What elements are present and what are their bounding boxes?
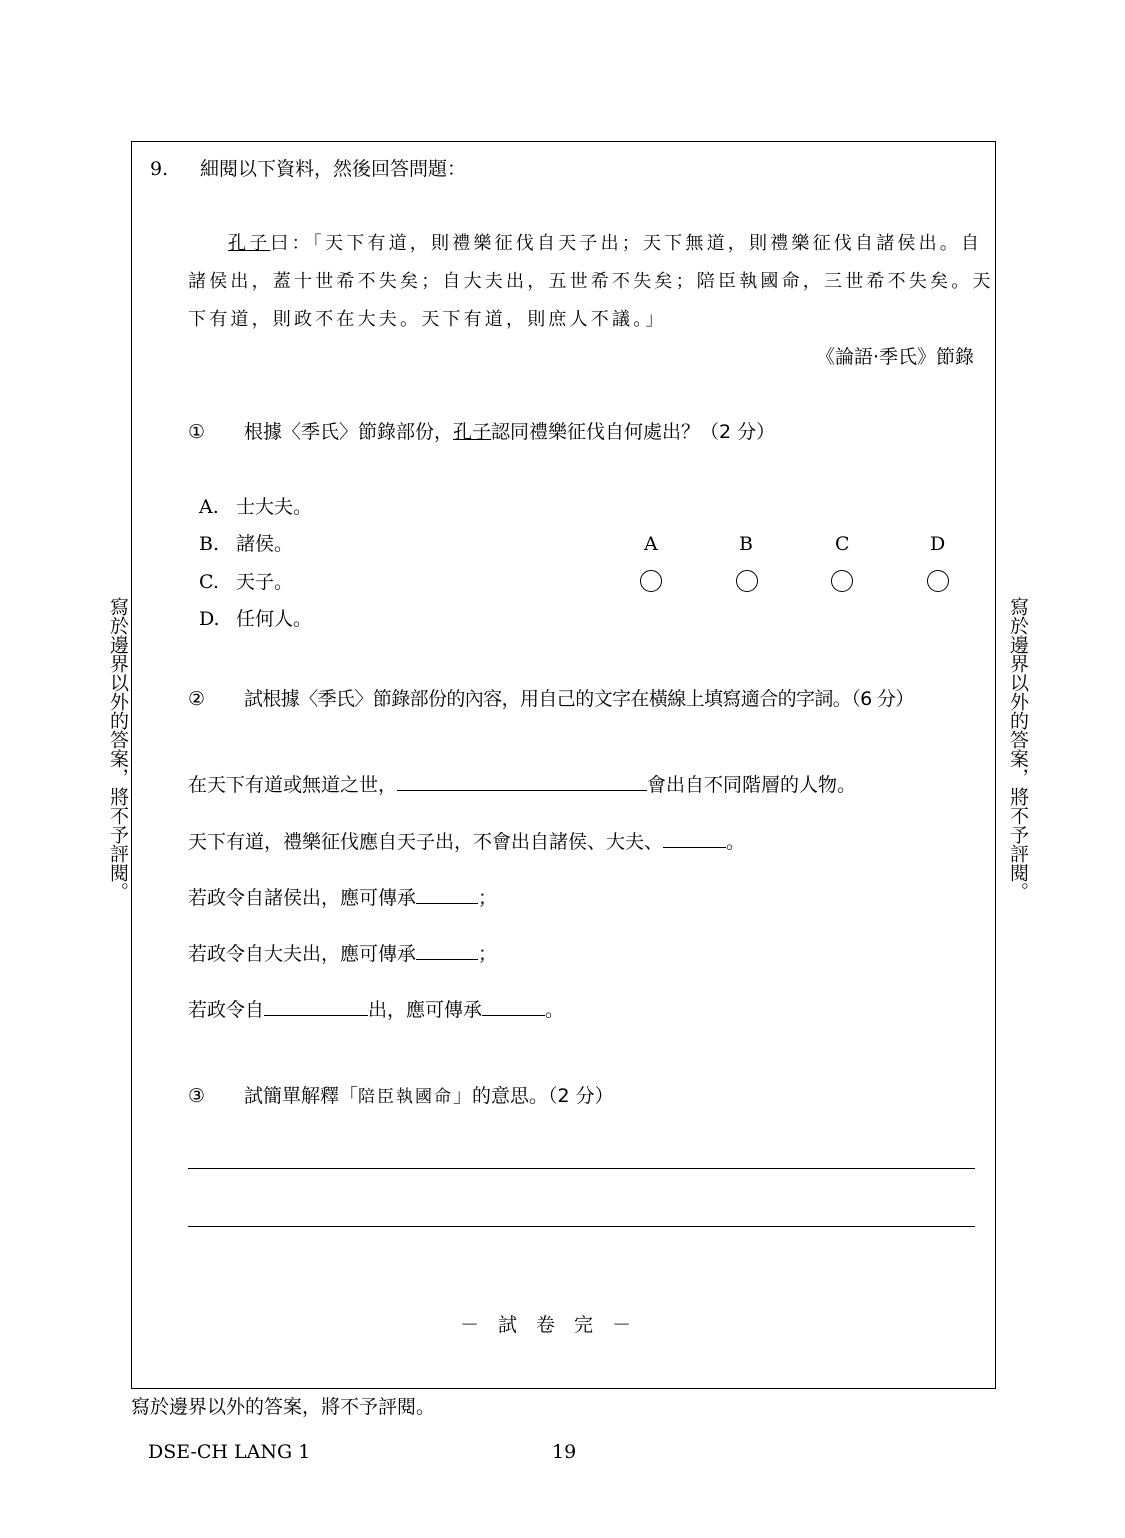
blank-field[interactable]	[663, 829, 726, 848]
answer-label-d: D	[930, 533, 946, 555]
blank-field[interactable]	[482, 997, 545, 1016]
answer-label-c: C	[835, 533, 850, 555]
margin-note-right: 寫於邊界以外的答案，將不予評閱。	[1007, 597, 1029, 901]
paper-code: DSE-CH LANG 1	[148, 1441, 311, 1463]
option-d-letter: D.	[199, 608, 220, 630]
q2-line-1: 在天下有道或無道之世， 會出自不同階層的人物。	[188, 774, 857, 796]
margin-note-bottom: 寫於邊界以外的答案，將不予評閱。	[131, 1396, 436, 1418]
passage-line-3: 下有道，則政不在大夫。天下有道，則庶人不議。」	[188, 309, 667, 330]
option-c-letter: C.	[199, 571, 219, 593]
passage-line-1	[228, 233, 982, 255]
q1-marker: ①	[188, 421, 206, 443]
q1-text: 根據〈季氏〉節錄部份，孔子認同禮樂征伐自何處出？（2 分）	[244, 421, 776, 443]
page-number: 19	[552, 1441, 577, 1463]
option-a-letter: A.	[199, 496, 219, 518]
answer-bubble-b[interactable]	[736, 570, 758, 592]
answer-bubble-d[interactable]	[927, 570, 949, 592]
option-a-text: 士大夫。	[236, 496, 313, 518]
option-c-text: 天子。	[236, 571, 294, 593]
option-d-text: 任何人。	[236, 608, 313, 630]
margin-note-left: 寫於邊界以外的答案，將不予評閱。	[107, 597, 129, 901]
q3-text: 試簡單解釋「陪臣執國命」的意思。（2 分）	[244, 1085, 614, 1107]
q3-marker: ③	[188, 1085, 206, 1107]
option-b-text: 諸侯。	[236, 533, 294, 555]
passage-speaker: 孔子	[228, 233, 271, 254]
option-b-letter: B.	[199, 533, 220, 555]
passage-source: 《論語‧季氏》節錄	[815, 346, 974, 368]
q2-line-2: 天下有道，禮樂征伐應自天子出，不會出自諸侯、大夫、 。	[188, 831, 746, 853]
answer-bubble-c[interactable]	[831, 570, 853, 592]
q2-line-5: 若政令自 出，應可傳承 。	[188, 999, 565, 1021]
question-instruction: 細閱以下資料，然後回答問題：	[200, 158, 467, 180]
question-number: 9.	[150, 158, 169, 180]
q2-line-4: 若政令自大夫出，應可傳承 ；	[188, 943, 498, 965]
answer-line[interactable]	[188, 1168, 975, 1169]
q2-line-3: 若政令自諸侯出，應可傳承 ；	[188, 887, 498, 909]
blank-field[interactable]	[397, 772, 647, 791]
answer-label-a: A	[644, 533, 658, 555]
passage-line-2: 諸侯出，蓋十世希不失矣；自大夫出，五世希不失矣；陪臣執國命，三世希不失矣。天	[188, 271, 994, 292]
blank-field[interactable]	[264, 997, 368, 1016]
blank-field[interactable]	[416, 941, 478, 960]
answer-line[interactable]	[188, 1226, 975, 1227]
end-of-paper: － 試 卷 完 －	[460, 1314, 632, 1336]
answer-label-b: B	[739, 533, 753, 555]
q2-text: 試根據〈季氏〉節錄部份的內容，用自己的文字在橫線上填寫適合的字詞。（6 分）	[244, 688, 914, 710]
passage-text: 曰：「天下有道，則禮樂征伐自天子出；天下無道，則禮樂征伐自諸侯出。自	[270, 233, 983, 254]
blank-field[interactable]	[416, 885, 478, 904]
q2-marker: ②	[188, 688, 206, 710]
answer-bubble-a[interactable]	[640, 570, 662, 592]
